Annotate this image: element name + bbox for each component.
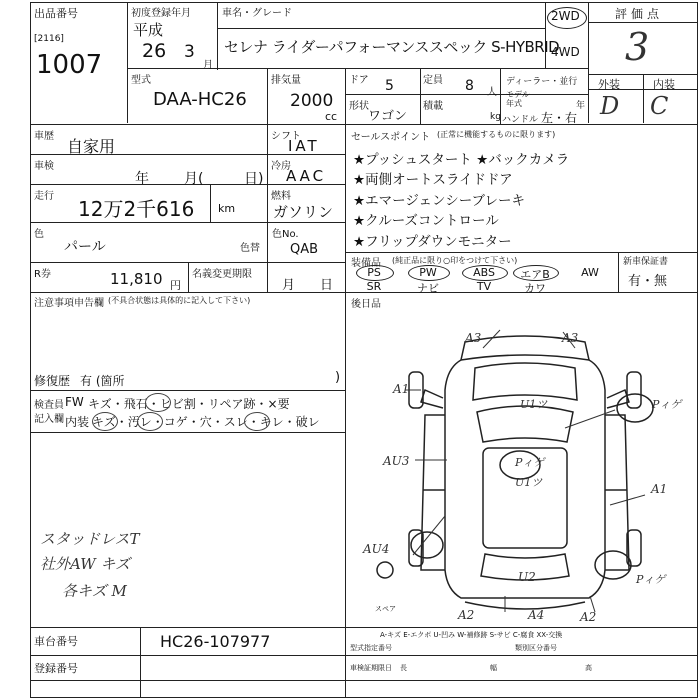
damage-mark: A3 <box>465 331 482 345</box>
notes-sub: (不具合状態は具体的に記入して下さい) <box>108 296 251 305</box>
model-label: 車名・グレード <box>222 8 292 19</box>
fw-items: キズ・飛石・ヒビ割・リペア跡・×要 <box>88 397 290 411</box>
reg-month: 3 <box>184 42 195 62</box>
equip-ps: PS <box>367 266 381 279</box>
km-unit: km <box>218 202 236 215</box>
inspector-label-2: 記入欄 <box>34 414 64 425</box>
damage-mark: A2 <box>458 608 475 622</box>
damage-mark: A2 <box>580 610 597 624</box>
int-circle <box>137 412 163 431</box>
history-label: 車歴 <box>34 131 54 142</box>
sales-line: ★クルーズコントロール <box>353 213 499 229</box>
damage-mark: AU3 <box>383 454 410 468</box>
grid-line <box>618 252 619 292</box>
first-reg-label: 初度登録年月 <box>131 8 191 19</box>
grid-line <box>30 222 345 223</box>
damage-mark: A1 <box>393 382 410 396</box>
score: 3 <box>625 25 650 69</box>
equipment-note: (純正品に限り○印をつけて下さい) <box>392 256 518 265</box>
grid-line <box>545 2 546 68</box>
grid-line <box>30 655 698 656</box>
grid-line <box>30 262 345 263</box>
grid-line <box>30 124 698 125</box>
name-change-day: 日 <box>320 278 334 293</box>
grid-line <box>267 124 268 262</box>
cert-label: 型式指定番号 <box>350 644 392 652</box>
history: 自家用 <box>67 137 116 156</box>
displacement-label: 排気量 <box>271 75 301 86</box>
damage-mark: U1ツ <box>515 476 543 489</box>
inspection-year: 年 <box>135 171 149 187</box>
fw-circle <box>145 393 171 412</box>
equipment-label: 装備品 <box>351 258 381 269</box>
inspector-interior-items: キズ・汚レ・コゲ・穴・スレ・キレ・破レ <box>92 415 320 429</box>
sales-line: ★エマージェンシーブレーキ <box>353 193 526 209</box>
legend: A-キズ E-エクボ U-凹み W-補修跡 S-サビ C-腐食 XX-交換 <box>380 631 563 639</box>
grid-line <box>30 627 345 628</box>
damage-mark: Pィゲ <box>515 456 545 469</box>
damage-mark: AU4 <box>363 542 390 556</box>
damage-mark: U1ツ <box>520 398 548 411</box>
cc-unit: cc <box>325 110 338 123</box>
load-label: 積載 <box>423 101 443 112</box>
fuel: ガソリン <box>273 203 334 221</box>
hand-note: 社外AW キズ <box>40 555 131 573</box>
sales-line: ★フリップダウンモニター <box>353 234 512 250</box>
sales-line: ★両側オートスライドドア <box>353 172 513 188</box>
length-label: 長 <box>400 664 407 672</box>
chassis: HC26-107977 <box>160 632 271 651</box>
int-circle <box>92 412 118 431</box>
inspection-day: 日) <box>244 171 264 187</box>
damage-mark: A3 <box>562 331 579 345</box>
grid-line <box>30 680 698 681</box>
body-label: 形状 <box>349 101 369 112</box>
hand-note: 各キズ M <box>62 582 127 600</box>
kg-unit: kg <box>490 112 501 122</box>
color: パール <box>64 239 106 255</box>
drive-2wd: 2WD <box>551 9 580 23</box>
grid-line <box>588 74 698 75</box>
sales-line: ★プッシュスタート ★バックカメラ <box>353 152 570 168</box>
exterior-label: 外装 <box>598 78 620 91</box>
equip-airbag: エアB <box>520 268 550 281</box>
sales-points-note: (正常に機能するものに限ります) <box>437 130 556 139</box>
equip-sr: SR <box>366 280 382 293</box>
equip-abs: ABS <box>473 266 495 279</box>
recycle-amount: 11,810 <box>110 270 163 288</box>
repair-value: 有 (箇所 <box>80 374 125 388</box>
reg-label: 登録番号 <box>34 662 78 675</box>
width-label: 幅 <box>490 664 497 672</box>
reg-year: 26 <box>142 40 167 62</box>
new-car-label: 新車保証書 <box>623 257 669 267</box>
grid-line <box>30 432 345 433</box>
interior-grade: C <box>650 92 669 120</box>
after-label: 後日品 <box>351 299 381 310</box>
exterior-grade: D <box>600 92 620 120</box>
yen-unit: 円 <box>170 279 181 292</box>
grid-line <box>643 74 644 123</box>
class-label: 類別区分番号 <box>515 644 557 652</box>
mileage: 12万2千616 <box>78 197 195 221</box>
ac-label: 冷房 <box>271 161 291 172</box>
warranty: 有・無 <box>628 274 668 289</box>
inspector-interior-label: 内装 <box>65 415 90 429</box>
equip-leather: カワ <box>524 282 546 295</box>
body-type: ワゴン <box>368 109 408 124</box>
lot-sub: [2116] <box>34 34 64 44</box>
interior-label: 内装 <box>653 78 675 91</box>
handle-value: 左・右 <box>541 111 578 125</box>
grid-line <box>345 262 346 697</box>
color-code-hdr: 色No. <box>272 229 299 240</box>
person-unit: 人 <box>487 87 497 98</box>
score-label: 評価点 <box>615 7 664 21</box>
mileage-label: 走行 <box>34 191 54 202</box>
notes-label: 注意事項申告欄 <box>34 298 104 309</box>
ac: AAC <box>286 167 327 185</box>
equip-pw: PW <box>419 266 437 279</box>
handle-label: ハンドル <box>502 115 539 125</box>
equip-navi: ナビ <box>417 282 439 295</box>
name-change-label: 名義変更期限 <box>192 269 252 280</box>
inspection-month: 月( <box>184 171 204 187</box>
dealer-label: ディーラー・並行 <box>506 77 578 87</box>
grid-line <box>588 22 698 23</box>
grid-line <box>140 627 141 697</box>
grid-line <box>267 68 268 125</box>
grid-line <box>127 68 588 69</box>
grid-line <box>210 184 211 222</box>
grid-line <box>345 627 698 628</box>
grid-line <box>345 252 698 253</box>
grid-line <box>30 390 345 391</box>
equip-aw: AW <box>581 266 599 279</box>
doors: 5 <box>385 78 394 94</box>
color-label: 色 <box>34 229 44 240</box>
damage-mark: U2 <box>518 570 536 584</box>
model-year-label: モデル年式 <box>506 90 530 108</box>
fuel-label: 燃料 <box>271 191 291 202</box>
capacity-label: 定員 <box>423 75 443 86</box>
equip-tv: TV <box>476 280 492 293</box>
grid-line <box>127 2 128 123</box>
grid-line <box>217 28 545 29</box>
color-code: QAB <box>290 242 319 257</box>
repair-label: 修復歴 <box>34 374 71 388</box>
hand-note: スタッドレスT <box>40 530 140 548</box>
sales-points-label: セールスポイント <box>351 132 431 143</box>
grid-line <box>420 68 421 124</box>
lot-number: 1007 <box>36 50 103 80</box>
height-label: 高 <box>585 664 592 672</box>
recycle-label: R券 <box>34 269 51 280</box>
displacement: 2000 <box>290 91 334 111</box>
repair-close: ) <box>335 370 341 385</box>
damage-mark: A1 <box>651 482 668 496</box>
model-code: DAA-HC26 <box>153 89 247 110</box>
capacity: 8 <box>465 78 474 94</box>
shift: IAT <box>288 137 320 155</box>
era: 平成 <box>133 21 164 39</box>
damage-mark: Pィゲ <box>652 398 682 411</box>
year-unit: 年 <box>576 101 586 111</box>
shift-label: シフト <box>271 131 301 142</box>
grid-line <box>345 94 588 95</box>
model-code-label: 型式 <box>131 75 151 86</box>
month-unit: 月 <box>203 60 213 71</box>
spare-label: スペア <box>375 605 396 613</box>
model-name: セレナ ライダーパフォーマンススペック S-HYBRID <box>224 38 560 56</box>
color-code-label: 色替 <box>240 243 260 254</box>
inspection-label: 車検 <box>34 161 54 172</box>
doors-label: ドア <box>349 75 369 86</box>
damage-mark: Pィゲ <box>636 573 666 586</box>
grid-line <box>188 262 189 292</box>
lot-label: 出品番号 <box>34 7 78 20</box>
expiry-label: 車検証期限日 <box>350 664 392 672</box>
damage-mark: A4 <box>528 608 545 622</box>
inspector-label-1: 検査員 <box>34 400 64 411</box>
drive-4wd: 4WD <box>551 45 580 59</box>
grid-line <box>267 262 268 292</box>
grid-line <box>217 2 218 70</box>
fw-label: FW <box>65 395 84 409</box>
grid-line <box>588 2 589 123</box>
chassis-label: 車台番号 <box>34 635 78 648</box>
int-circle <box>244 412 270 431</box>
name-change-month: 月 <box>282 278 296 293</box>
grid-line <box>345 68 346 262</box>
